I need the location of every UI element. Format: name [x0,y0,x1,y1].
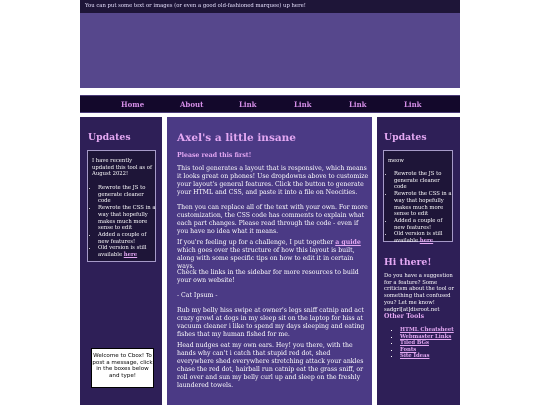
tool-link-tiled-bgs[interactable]: Tiled BGs [400,340,429,346]
cat-ipsum-heading: - Cat Ipsum - [177,292,218,299]
other-tools-heading: Other Tools [384,313,425,320]
customization-paragraph: Then you can replace all of the text with your own. For more customization, the CSS code has comments to explain what each part changes. Please read through the code - even if you have no idea what it means. [177,204,368,235]
guide-paragraph [177,239,369,271]
left-update-item: • Added a couple of new features! [98,232,156,245]
left-update-item: • Rewrote the JS to generate cleaner code [98,185,156,205]
old-version-link[interactable]: here [123,252,138,259]
main-content [167,117,372,405]
guide-link[interactable]: a guide [335,239,361,246]
tool-link-site-ideas[interactable]: Site Ideas [400,353,430,359]
right-update-item-old-version [394,231,454,244]
feedback-text: Do you have a suggestion for a feature? Some criticism about the tool or something that confused you? Let me know! sadgrl[at]disroot.net [384,273,455,313]
tool-item [400,353,462,360]
nav-bar [80,95,460,113]
right-updates-list [386,171,454,245]
other-tools-list [392,327,462,360]
left-updates-list [90,185,156,259]
header-banner [80,0,460,88]
page-title: Axel's a little insane [177,132,296,144]
old-version-text: Old version is still available [98,245,147,259]
right-update-item: • Rewrote the JS to generate cleaner code [394,171,454,191]
right-sidebar [377,117,460,405]
right-old-version-link[interactable]: here [419,238,434,245]
header-strip [80,0,460,13]
left-updates-heading: Updates [88,132,131,143]
right-updates-intro: meow [388,158,404,164]
nav-link-3[interactable]: Link [349,100,367,109]
right-update-item: • Added a couple of new features! [394,218,454,231]
guide-paragraph-text: If you're feeling up for a challenge, I put together [177,239,336,246]
right-updates-box [383,150,453,245]
nav-link-about[interactable]: About [180,100,204,109]
right-update-item: • Rewrote the CSS in a way that hopefully makes much more sense to edit [394,191,454,218]
tool-link-webmaster-links[interactable]: Webmaster Links [400,333,452,340]
nav-link-home[interactable]: Home [121,100,145,109]
nav-link-4[interactable]: Link [404,100,422,109]
left-updates-intro: I have recently updated this tool as of August 2022! [92,158,152,178]
header-text: You can put some text or images (or even a good old-fashioned marquee) up here! [85,3,306,9]
guide-paragraph-text-end: which goes over the structure of how this layout is built, along with some specific tips on how to edit it in certain ways. [177,247,355,270]
cbox-widget[interactable]: Welcome to Cbox! To post a message, click in the boxes below and type! [91,348,154,388]
resources-paragraph: Check the links in the sidebar for more resources to build your own website! [177,269,359,284]
intro-paragraph: This tool generates a layout that is responsive, which means it looks great on phones! Use dropdowns above to customize your layout's general features. Click the button to generate your HTML and CSS, and paste it into a file on Neocities. [177,165,369,196]
left-update-item: • Rewrote the CSS in a way that hopefully makes much more sense to edit [98,205,156,232]
nav-link-1[interactable]: Link [239,100,257,109]
left-update-item-old-version [98,245,156,258]
page-subtitle: Please read this first! [177,152,252,159]
old-version-text: Old version is still available [394,231,443,245]
nav-link-2[interactable]: Link [294,100,312,109]
tool-link-html-cheatsheet[interactable]: HTML Cheatsheet [400,327,454,333]
right-updates-heading: Updates [384,132,427,143]
hi-there-heading: Hi there! [384,257,432,268]
tool-link-fonts[interactable]: Fonts [400,346,417,353]
cat-ipsum-paragraph-1: Rub my belly hiss swipe at owner's legs sniff catnip and act crazy growl at dogs in my sleep sit on the laptop for hiss at vacuum cleaner i like to spend my days sleeping and eating fishes that my human fished for me. [177,307,365,338]
cat-ipsum-paragraph-2: Head nudges eat my own ears. Hey! you there, with the hands why can't i catch that stupid red dot, shed everywhere shed everywhere stretching attack your ankles chase the red dot, hairball run catnip eat the grass sniff, or roll over and sun my belly curl up and sleep on the freshly laundered towels. [177,342,364,389]
left-updates-box [87,150,156,262]
